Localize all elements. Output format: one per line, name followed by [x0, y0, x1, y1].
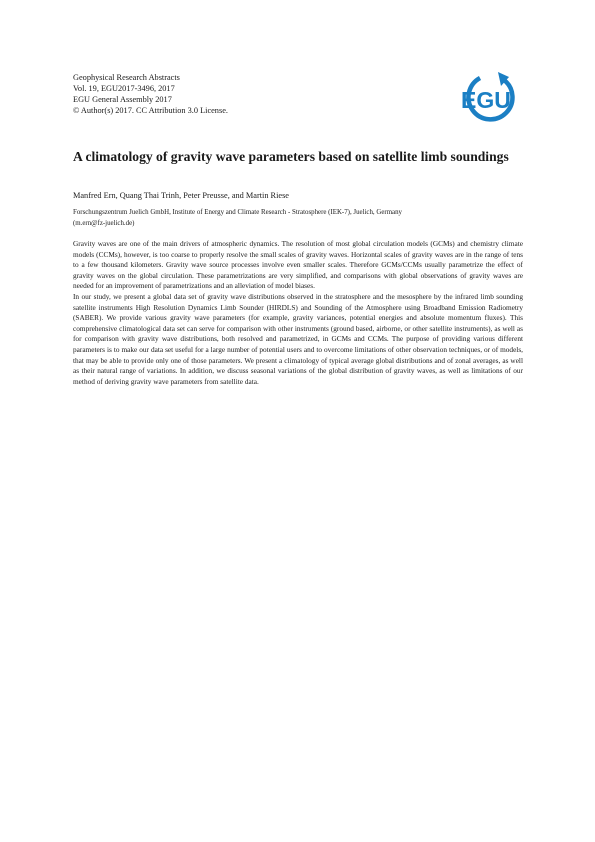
egu-logo: [454, 66, 524, 128]
logo-letters: EGU: [461, 87, 511, 113]
publication-header: [73, 72, 228, 116]
volume-info: Vol. 19, EGU2017-3496, 2017: [73, 84, 175, 93]
paper-title: A climatology of gravity wave parameters based on satellite limb soundings: [73, 149, 509, 164]
affiliation: [73, 208, 523, 229]
license-notice: © Author(s) 2017. CC Attribution 3.0 License.: [73, 106, 228, 115]
egu-logo-icon: [454, 66, 524, 128]
assembly-name: EGU General Assembly 2017: [73, 95, 172, 104]
abstract-body: [73, 239, 523, 387]
author-list: Manfred Ern, Quang Thai Trinh, Peter Preusse, and Martin Riese: [73, 191, 289, 200]
affiliation-institution: Forschungszentrum Juelich GmbH, Institute of Energy and Climate Research - Stratosphere (IEK-7), Juelich, Germany: [73, 209, 403, 216]
abstract-paragraph-1: Gravity waves are one of the main drivers of atmospheric dynamics. The resolution of most global circulation models (GCMs) and chemistry climate models (CCMs), however, is too coarse to properly resolve the small scales of gravity waves. Horizontal scales of gravity waves are in the range of tens to a few thousand kilometers. Gravity wave source processes involve even smaller scales. Therefore GCMs/CCMs usually parametrize the effect of gravity waves on the global circulation. These parametrizations are very simplified, and comparisons with global observations of gravity waves are needed for an improvement of parametrizations and an alleviation of model biases.: [73, 239, 523, 291]
affiliation-email: (m.ern@fz-juelich.de): [73, 219, 135, 227]
journal-name: Geophysical Research Abstracts: [73, 73, 180, 82]
abstract-paragraph-2: In our study, we present a global data set of gravity wave distributions observed in the stratosphere and the mesosphere by the infrared limb sounding satellite instruments High Resolution Dynamics Limb Sounder (HIRDLS) and Sounding of the Atmosphere using Broadband Emission Radiometry (SABER). We provide various gravity wave parameters (for example, gravity variances, potential energies and absolute momentum fluxes). This comprehensive climatological data set can serve for comparison with other instruments (ground based, airborne, or other satellite instruments), as well as for comparison with gravity wave distributions, both resolved and parametrized, in GCMs and CCMs. The purpose of providing various different parameters is to make our data set useful for a large number of potential users and to overcome limitations of other observation techniques, or of models, that may be able to provide only one of those parameters. We present a climatology of typical average global distributions and of zonal averages, as well as their natural range of variations. In addition, we discuss seasonal variations of the global distribution of gravity waves, as well as limitations of our method of deriving gravity wave parameters from satellite data.: [73, 291, 523, 386]
